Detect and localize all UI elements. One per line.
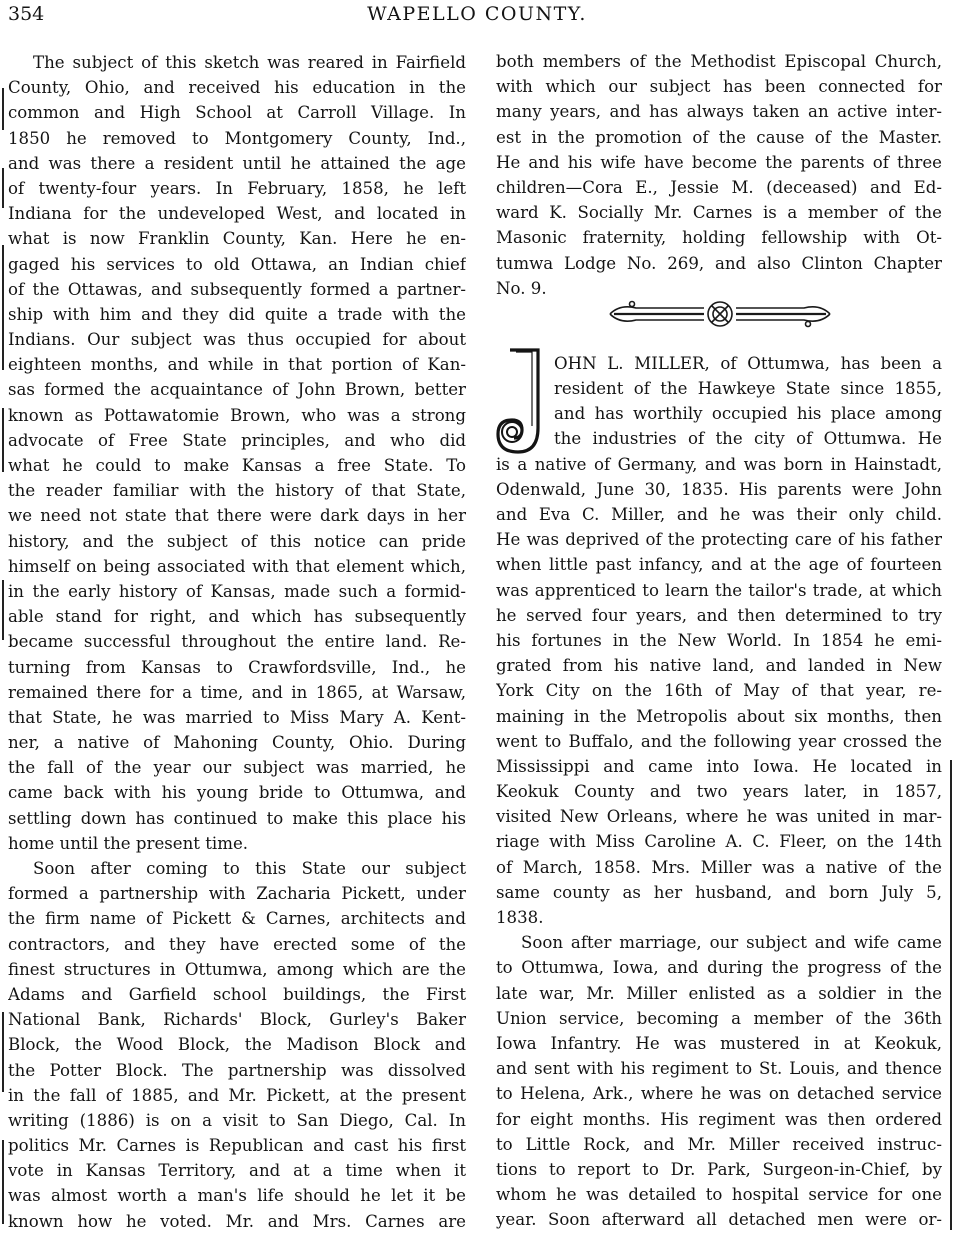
text-line: Indians. Our subject was thus occupied for about bbox=[8, 330, 466, 350]
text-line: the fall of the year our subject was married, he bbox=[8, 758, 466, 778]
text-line: grated from his native land, and landed in New bbox=[496, 656, 942, 676]
text-line: whom he was detailed to hospital service for one bbox=[496, 1185, 942, 1205]
text-line: turning from Kansas to Crawfordsville, Ind., he bbox=[8, 657, 466, 677]
text-line: in the fall of 1885, and Mr. Pickett, at the present bbox=[8, 1085, 466, 1105]
text-line: the firm name of Pickett & Carnes, architects and bbox=[8, 909, 466, 929]
running-head: WAPELLO COUNTY. bbox=[367, 3, 587, 25]
text-line: He and his wife have become the parents of three bbox=[496, 152, 942, 172]
text-line: tumwa Lodge No. 269, and also Clinton Chapter bbox=[496, 253, 942, 273]
text-line: Odenwald, June 30, 1835. His parents were John bbox=[496, 479, 942, 499]
text-line: resident of the Hawkeye State since 1855, bbox=[554, 379, 942, 399]
page-number: 354 bbox=[8, 3, 45, 25]
text-line: advocate of Free State principles, and who did bbox=[8, 430, 466, 450]
text-line: we need not state that there were dark days in her bbox=[8, 506, 466, 526]
miller-bio bbox=[496, 351, 942, 1233]
text-line: of twenty-four years. In February, 1858, he left bbox=[8, 178, 466, 198]
text-line: and sent with his regiment to St. Louis, and thence bbox=[496, 1059, 942, 1079]
text-line: Iowa Infantry. He was mustered in at Keokuk, bbox=[496, 1033, 942, 1053]
margin-rule bbox=[2, 580, 4, 640]
text-line: politics Mr. Carnes is Republican and cast his first bbox=[8, 1136, 466, 1156]
text-line: vote in Kansas Territory, and at a time when it bbox=[8, 1161, 466, 1181]
text-line: went to Buffalo, and the following year crossed the bbox=[496, 731, 942, 751]
left-column bbox=[8, 50, 466, 1234]
text-line: of March, 1858. Mrs. Miller was a native of the bbox=[496, 857, 942, 877]
text-line: finest structures in Ottumwa, among which are the bbox=[8, 959, 466, 979]
text-line: and has worthily occupied his place among bbox=[554, 404, 942, 424]
margin-rule bbox=[2, 408, 4, 472]
text-line: when little past infancy, and at the age of fourteen bbox=[496, 555, 942, 575]
text-line: tions to report to Dr. Park, Surgeon-in-Chief, by bbox=[496, 1159, 942, 1179]
text-line: late war, Mr. Miller enlisted as a soldier in the bbox=[496, 983, 942, 1003]
text-line: ner, a native of Mahoning County, Ohio. During bbox=[8, 733, 466, 753]
text-line: sas formed the acquaintance of John Brown, better bbox=[8, 380, 466, 400]
carnes-bio-continuation bbox=[496, 49, 942, 301]
text-line: to Little Rock, and Mr. Miller received instruc- bbox=[496, 1134, 942, 1154]
text-line: writing (1886) is on a visit to San Diego, Cal. In bbox=[8, 1110, 466, 1130]
text-line: same county as her husband, and born July 5, bbox=[496, 882, 942, 902]
text-line: was almost worth a man's life should he let it be bbox=[8, 1186, 466, 1206]
text-line: known how he voted. Mr. and Mrs. Carnes are bbox=[8, 1211, 466, 1231]
text-line: home until the present time. bbox=[8, 833, 249, 853]
text-line: He was deprived of the protecting care of his father bbox=[496, 530, 942, 550]
text-line: riage with Miss Caroline A. C. Fleer, on the 14th bbox=[496, 832, 942, 852]
text-line: the Potter Block. The partnership was dissolved bbox=[8, 1060, 466, 1080]
text-line: of the Ottawas, and subsequently formed a partner- bbox=[8, 279, 466, 299]
page-header bbox=[0, 0, 954, 30]
text-line: in the early history of Kansas, made such a formid- bbox=[8, 581, 466, 601]
margin-rule bbox=[2, 88, 4, 130]
text-line: remained there for a time, and in 1865, at Warsaw, bbox=[8, 682, 466, 702]
margin-rule bbox=[2, 245, 4, 370]
text-line: what is now Franklin County, Kan. Here he en- bbox=[8, 229, 466, 249]
right-column bbox=[496, 49, 942, 1232]
text-line: and Eva C. Miller, and he was their only child. bbox=[496, 505, 942, 524]
text-line: York City on the 16th of May of that year, re- bbox=[496, 681, 942, 701]
bio-first-line bbox=[496, 351, 942, 376]
text-line: history, and the subject of this notice can pride bbox=[8, 531, 466, 551]
text-line: The subject of this sketch was reared in Fairfield bbox=[33, 53, 466, 72]
ornamental-divider bbox=[606, 296, 834, 332]
text-line: gaged his services to old Ottawa, an Indian chief bbox=[8, 254, 466, 274]
text-line: formed a partnership with Zacharia Pickett, under bbox=[8, 884, 466, 904]
text-line: Soon after coming to this State our subject bbox=[33, 859, 466, 878]
text-line: contractors, and they have erected some of the bbox=[8, 934, 466, 954]
margin-rule bbox=[2, 168, 4, 208]
text-line: to Helena, Ark., where he was on detached service bbox=[496, 1084, 942, 1104]
text-line: Mississippi and came into Iowa. He located in bbox=[496, 756, 942, 776]
text-line: Soon after marriage, our subject and wife came bbox=[521, 933, 942, 953]
text-line: Union service, becoming a member of the 36th bbox=[496, 1008, 942, 1028]
text-line: Keokuk County and two years later, in 1857, bbox=[496, 782, 942, 802]
text-line: he served four years, and then determined to try bbox=[496, 605, 942, 625]
text-line: that State, he was married to Miss Mary A. Kent- bbox=[8, 707, 466, 727]
text-line: for eight months. His regiment was then ordered bbox=[496, 1109, 942, 1129]
text-line: Masonic fraternity, holding fellowship with Ot- bbox=[496, 228, 942, 248]
svg-text:J: J bbox=[518, 406, 520, 407]
text-line: Block, the Wood Block, the Madison Block and bbox=[8, 1035, 466, 1055]
margin-rule bbox=[2, 1012, 4, 1092]
margin-rule bbox=[950, 760, 952, 1230]
text-line: est in the promotion of the cause of the Master. bbox=[496, 127, 942, 147]
text-line: able stand for right, and which has subsequently bbox=[8, 607, 466, 627]
text-line: ship with him and they did quite a trade with the bbox=[8, 304, 466, 324]
bio-first-line-rest: of Ottumwa, has been a bbox=[709, 353, 942, 373]
text-line: 1850 he removed to Montgomery County, Ind., bbox=[8, 128, 466, 148]
text-line: known as Pottawatomie Brown, who was a strong bbox=[8, 405, 466, 425]
text-line: County, Ohio, and received his education in the bbox=[8, 78, 466, 98]
text-line: Adams and Garfield school buildings, the First bbox=[8, 984, 466, 1004]
text-line: children—Cora E., Jessie M. (deceased) and Ed- bbox=[496, 177, 942, 197]
text-line: settling down has continued to make this place his bbox=[8, 808, 466, 828]
text-line: many years, and has always taken an active inter- bbox=[496, 102, 942, 122]
text-line: No. 9. bbox=[496, 278, 547, 298]
text-line: 1838. bbox=[496, 908, 544, 927]
text-line: National Bank, Richards' Block, Gurley's Baker bbox=[8, 1010, 466, 1030]
text-line: year. Soon afterward all detached men were or- bbox=[496, 1210, 942, 1230]
text-line: and was there a resident until he attained the age bbox=[8, 153, 466, 173]
text-line: the reader familiar with the history of that State, bbox=[8, 481, 466, 501]
text-line: was apprenticed to learn the tailor's trade, at which bbox=[496, 580, 942, 600]
text-line: visited New Orleans, where he was united in mar- bbox=[496, 807, 942, 827]
text-line: maining in the Metropolis about six months, then bbox=[496, 706, 942, 726]
text-line: became successful throughout the entire land. Re- bbox=[8, 632, 466, 652]
text-line: Indiana for the undeveloped West, and located in bbox=[8, 204, 466, 224]
text-line: both members of the Methodist Episcopal Church, bbox=[496, 52, 942, 71]
drop-cap-j bbox=[492, 346, 546, 456]
text-line: his fortunes in the New World. In 1854 he emi- bbox=[496, 630, 942, 650]
text-line: with which our subject has been connected for bbox=[496, 77, 942, 97]
text-line: common and High School at Carroll Village. In bbox=[8, 103, 466, 123]
bio-name: OHN L. MILLER, bbox=[554, 353, 710, 373]
text-line: the industries of the city of Ottumwa. He bbox=[554, 429, 942, 449]
text-line: came back with his young bride to Ottumwa, and bbox=[8, 783, 466, 803]
text-line: ward K. Socially Mr. Carnes is a member of the bbox=[496, 203, 942, 223]
text-line: eighteen months, and while in that portion of Kan- bbox=[8, 355, 466, 375]
margin-rule bbox=[2, 1140, 4, 1224]
text-line: to Ottumwa, Iowa, and during the progress of the bbox=[496, 958, 942, 978]
text-line: is a native of Germany, and was born in Hainstadt, bbox=[496, 454, 942, 474]
text-line: what he could to make Kansas a free State. To bbox=[8, 456, 466, 475]
text-line: himself on being associated with that element which, bbox=[8, 556, 466, 576]
